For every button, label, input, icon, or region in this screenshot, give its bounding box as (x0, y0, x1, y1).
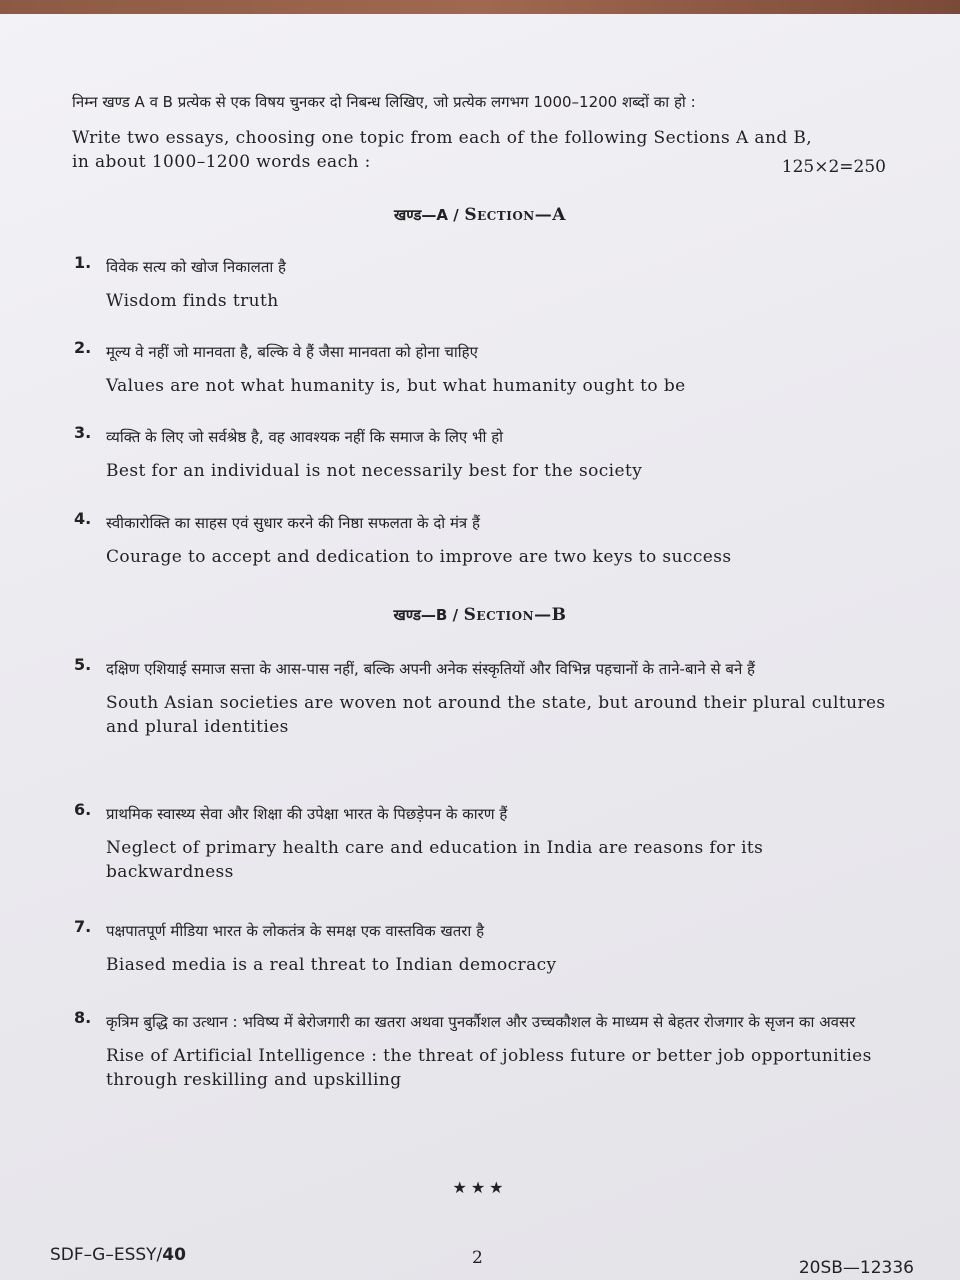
question-text-hindi: स्वीकारोक्ति का साहस एवं सुधार करने की निष्ठा सफलता के दो मंत्र हैं (106, 514, 480, 532)
question-text-hindi: पक्षपातपूर्ण मीडिया भारत के लोकतंत्र के समक्ष एक वास्तविक खतरा है (106, 922, 485, 940)
question-number: 7. (74, 917, 92, 936)
question-number: 1. (74, 253, 92, 272)
question-text-english: Values are not what humanity is, but what humanity ought to be (106, 376, 686, 396)
instructions-hindi: निम्न खण्ड A व B प्रत्येक से एक विषय चुनकर दो निबन्ध लिखिए, जो प्रत्येक लगभग 1000–1200 शब्दों का हो : (72, 93, 696, 111)
page-number: 2 (472, 1248, 483, 1268)
paper-code-number: 40 (162, 1245, 186, 1265)
question-number: 6. (74, 800, 92, 819)
paper-code (50, 1245, 186, 1265)
question-6 (66, 800, 896, 884)
background-table-strip (0, 0, 960, 14)
question-text-english: Rise of Artificial Intelligence : the threat of jobless future or better job opportunities through reskilling and upskilling (106, 1046, 872, 1090)
marks-allocation: 125×2=250 (781, 157, 886, 177)
section-b-heading-hindi: खण्ड—B / (393, 606, 459, 624)
question-1 (66, 253, 896, 313)
section-b-heading-english: Section—B (463, 605, 567, 625)
question-text-english: Courage to accept and dedication to improve are two keys to success (106, 547, 732, 567)
question-5 (66, 655, 896, 739)
question-text-english: Wisdom finds truth (106, 291, 279, 311)
question-text-english: Biased media is a real threat to Indian democracy (106, 955, 557, 975)
question-text-hindi: कृत्रिम बुद्धि का उत्थान : भविष्य में बेरोजगारी का खतरा अथवा पुनर्कौशल और उच्चकौशल के माध्यम से बेहतर रोजगार के सृजन का अवसर (106, 1013, 856, 1031)
question-text-hindi: विवेक सत्य को खोज निकालता है (106, 258, 286, 276)
instructions-english: Write two essays, choosing one topic from each of the following Sections A and B, in about 1000–1200 words each : (72, 128, 813, 172)
question-text-hindi: व्यक्ति के लिए जो सर्वश्रेष्ठ है, वह आवश्यक नहीं कि समाज के लिए भी हो (106, 428, 504, 446)
section-a-heading (0, 205, 960, 225)
question-text-hindi: प्राथमिक स्वास्थ्य सेवा और शिक्षा की उपेक्षा भारत के पिछड़ेपन के कारण हैं (106, 805, 508, 823)
question-2 (66, 338, 896, 398)
paper-code-prefix: SDF–G–ESSY/ (50, 1245, 163, 1265)
question-number: 5. (74, 655, 92, 674)
question-number: 2. (74, 338, 92, 357)
section-a-heading-hindi: खण्ड—A / (394, 206, 459, 224)
question-text-english: South Asian societies are woven not around the state, but around their plural cultures and plural identities (106, 693, 886, 737)
end-stars: ★★★ (452, 1178, 508, 1197)
question-8 (66, 1008, 896, 1092)
question-text-english: Neglect of primary health care and education in India are reasons for its backwardness (106, 838, 764, 882)
question-text-hindi: दक्षिण एशियाई समाज सत्ता के आस-पास नहीं, बल्कि अपनी अनेक संस्कृतियों और विभिन्न पहचानों के ताने-बाने से बने हैं (106, 660, 756, 678)
question-number: 3. (74, 423, 92, 442)
question-text-english: Best for an individual is not necessarily best for the society (106, 461, 643, 481)
section-a-heading-english: Section—A (464, 205, 566, 225)
section-b-heading (0, 605, 960, 625)
question-3 (66, 423, 896, 483)
serial-number: 20SB—12336 (798, 1258, 914, 1278)
question-4 (66, 509, 896, 569)
question-number: 4. (74, 509, 92, 528)
question-7 (66, 917, 896, 977)
question-number: 8. (74, 1008, 92, 1027)
question-text-hindi: मूल्य वे नहीं जो मानवता है, बल्कि वे हैं जैसा मानवता को होना चाहिए (106, 343, 478, 361)
